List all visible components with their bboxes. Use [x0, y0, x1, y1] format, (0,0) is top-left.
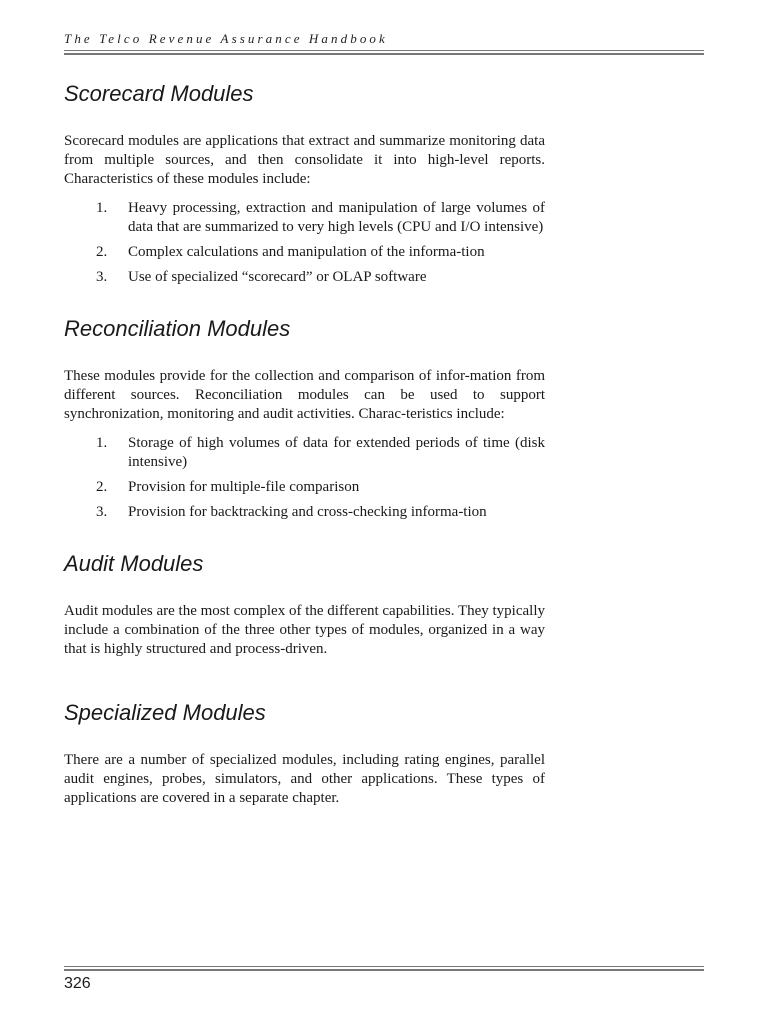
list-text: Complex calculations and manipulation of the informa-tion: [128, 244, 485, 260]
list-number: 3.: [96, 269, 108, 285]
list-item: [64, 199, 545, 237]
section-body: There are a number of specialized modules, including rating engines, parallel audit engines, probes, simulators, and other applications. These types of applications are covered in a separate chapter.: [64, 752, 545, 806]
list-text: Provision for backtracking and cross-checking informa-tion: [128, 504, 487, 520]
list-text: Heavy processing, extraction and manipulation of large volumes of data that are summarized to very high levels (CPU and I/O intensive): [128, 200, 545, 235]
list-number: 1.: [96, 200, 108, 216]
header-rule: [64, 50, 704, 55]
section-heading: Scorecard Modules: [64, 81, 254, 106]
list-text: Storage of high volumes of data for extended periods of time (disk intensive): [128, 435, 545, 470]
section-heading: Audit Modules: [64, 551, 204, 576]
section-body: These modules provide for the collection and comparison of infor-mation from different sources. Reconciliation modules can be used to support synchronization, monitoring and audit activities. Charac-teristics include:: [64, 368, 545, 422]
page-content: [64, 80, 545, 836]
section-heading: Reconciliation Modules: [64, 316, 291, 341]
section-body: Scorecard modules are applications that extract and summarize monitoring data from multiple sources, and then consolidate it into high-level reports. Characteristics of these modules include:: [64, 133, 545, 187]
numbered-list: [64, 199, 545, 287]
list-number: 1.: [96, 435, 108, 451]
list-item: [64, 478, 545, 497]
section-body: Audit modules are the most complex of the different capabilities. They typically include a combination of the three other types of modules, organized in a way that is highly structured and process-driven.: [64, 603, 545, 657]
list-item: [64, 268, 545, 287]
section-heading: Specialized Modules: [64, 700, 266, 725]
list-text: Use of specialized “scorecard” or OLAP software: [128, 269, 427, 285]
list-number: 2.: [96, 244, 108, 260]
section-reconciliation: [64, 315, 545, 522]
page-number: 326: [64, 975, 91, 992]
list-text: Provision for multiple-file comparison: [128, 479, 360, 495]
list-number: 2.: [96, 479, 108, 495]
list-item: [64, 434, 545, 472]
list-item: [64, 503, 545, 522]
section-scorecard: [64, 80, 545, 287]
list-number: 3.: [96, 504, 108, 520]
section-audit: [64, 550, 545, 659]
list-item: [64, 243, 545, 262]
section-specialized: [64, 699, 545, 808]
numbered-list: [64, 434, 545, 522]
running-head: The Telco Revenue Assurance Handbook: [64, 31, 388, 46]
footer-rule: [64, 966, 704, 971]
